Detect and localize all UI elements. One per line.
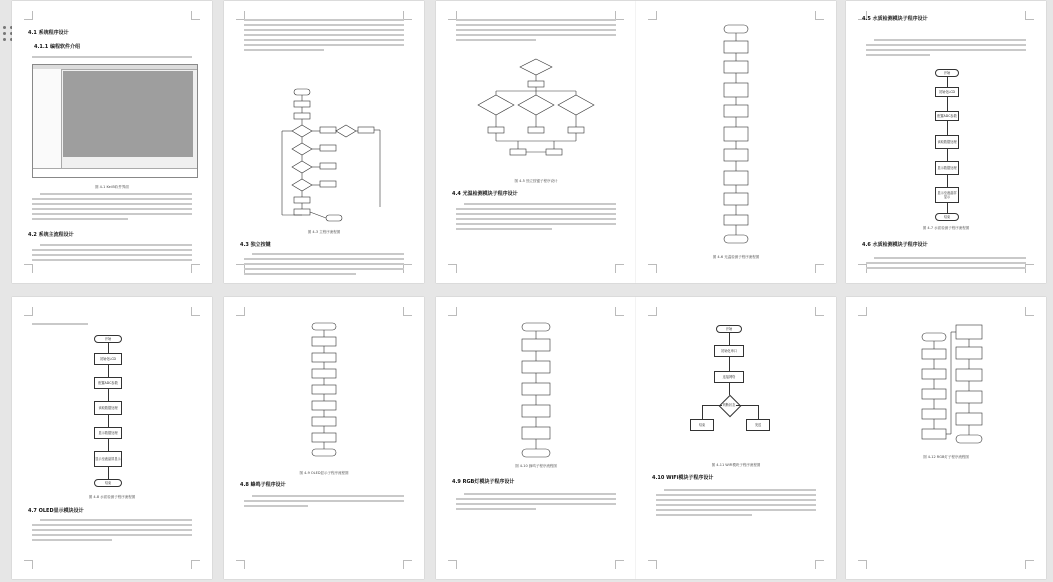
key-flowchart (466, 55, 606, 175)
flow-step: 配置ADC参数 (94, 377, 122, 389)
flow-step: 初始化串口 (714, 345, 744, 357)
flow-end: 结束 (94, 479, 122, 487)
section-heading: 4.1.1 编程软件介绍 (34, 44, 80, 50)
flow-step: 读取数据处理 (935, 135, 959, 149)
page-9[interactable] (636, 297, 836, 579)
main-flowchart (254, 87, 394, 227)
page-5[interactable] (846, 1, 1046, 283)
section-heading: 4.5 水质检测模块子程序设计 (862, 16, 928, 22)
page-7[interactable] (224, 297, 424, 579)
light-temp-flowchart (716, 23, 756, 249)
flow-start: 开始 (716, 325, 742, 333)
page-2[interactable] (224, 1, 424, 283)
software-screenshot (32, 64, 198, 178)
section-heading: 4.9 RGB灯模块子程序设计 (452, 479, 515, 485)
figure-caption: 图 4-10 蜂鸣子程序流程图 (515, 464, 557, 468)
oled-flowchart (300, 321, 348, 469)
figure-caption: 图 4-9 OLED显示子程序流程图 (299, 471, 349, 475)
flow-start: 开始 (94, 335, 122, 343)
figure-caption: 图 4-1 Keil5软件界面 (95, 185, 129, 189)
section-heading: 4.6 水质检测模块子程序设计 (862, 242, 928, 248)
flow-decision: 判断状态 (722, 403, 736, 407)
figure-caption: 图 4-5 独立按键子程序设计 (514, 179, 558, 183)
flow-step: 显示至液晶屏显示 (94, 451, 122, 467)
figure-caption: 图 4-3 主程序流程图 (307, 230, 341, 234)
flow-step: 配置ADC参数 (935, 111, 959, 121)
page-10[interactable] (846, 297, 1046, 579)
flow-start: 开始 (935, 69, 959, 77)
flow-step: 发送 (746, 419, 770, 431)
flow-step: 初始化LCD (94, 353, 122, 365)
flow-step: 显示数据处理 (935, 161, 959, 175)
figure-caption: 图 4-6 光温检测子程序流程图 (712, 255, 760, 259)
page-4[interactable] (636, 1, 836, 283)
section-heading: 4.10 WiFi模块子程序设计 (652, 475, 714, 481)
section-heading: 4.7 OLED显示模块设计 (28, 508, 84, 514)
page-3[interactable] (436, 1, 636, 283)
page-1[interactable] (12, 1, 212, 283)
rgb-flowchart (916, 323, 986, 453)
section-heading: 4.3 独立按键 (240, 242, 271, 248)
figure-caption: 图 4-7 水质检测子程序流程图 (922, 226, 970, 230)
flow-step: 初始化LCD (935, 87, 959, 97)
section-heading: 4.2 系统主流程设计 (28, 232, 74, 238)
figure-caption: 图 4-8 水质检测子程序流程图 (88, 495, 136, 499)
section-heading: 4.4 光温检测模块子程序设计 (452, 191, 518, 197)
flow-step: 结束 (690, 419, 714, 431)
flow-step: 显示数据处理 (94, 427, 122, 439)
section-heading: 4.1 系统程序设计 (28, 30, 69, 36)
buzzer-flowchart (512, 321, 560, 461)
figure-caption: 图 4-11 WiFi模块子程序流程图 (711, 463, 761, 467)
figure-caption: 图 4-12 RGB灯子程序流程图 (923, 455, 969, 459)
page-8[interactable] (436, 297, 636, 579)
flow-step: 显示至液晶屏显示 (935, 187, 959, 203)
page-6[interactable] (12, 297, 212, 579)
flow-step: 连接网络 (714, 371, 744, 383)
section-heading: 4.8 蜂鸣子程序设计 (240, 482, 286, 488)
flow-end: 结束 (935, 213, 959, 221)
flow-step: 读取数据处理 (94, 401, 122, 415)
